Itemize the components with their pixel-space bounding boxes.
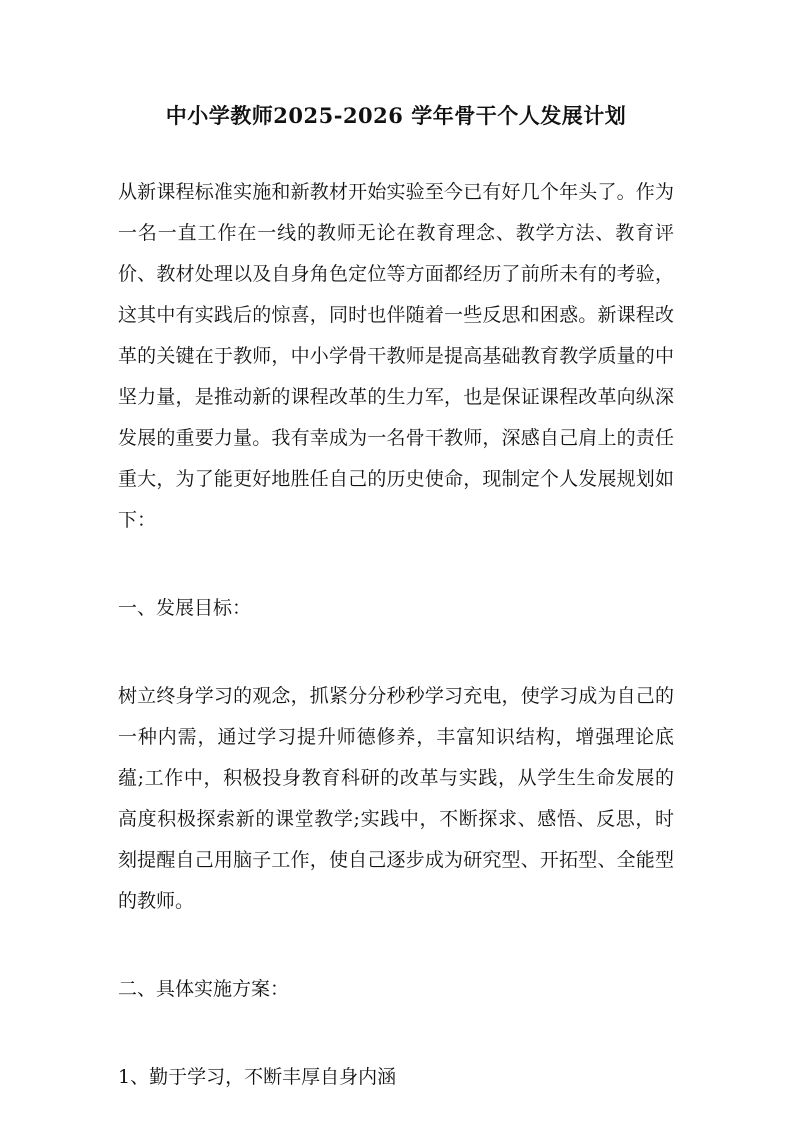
section-heading: 1、勤于学习，不断丰厚自身内涵 [118, 1066, 397, 1088]
section-heading: 一、发展目标： [118, 597, 252, 619]
section-heading: 二、具体实施方案： [118, 978, 290, 1000]
paragraph: 从新课程标准实施和新教材开始实验至今已有好几个年头了。作为一名一直工作在一线的教师无论在教育理念、教学方法、教育评价、教材处理以及自身角色定位等方面都经历了前所未有的考验，这其中有实践后的惊喜，同时也伴随着一些反思和困惑。新课程改革的关键在于教师，中小学骨干教师是提高基础教育教学质量的中坚力量，是推动新的课程改革的生力军，也是保证课程改革向纵深发展的重要力量。我有幸成为一名骨干教师，深感自己肩上的责任重大，为了能更好地胜任自己的历史使命，现制定个人发展规划如下： [118, 181, 674, 531]
document-title: 中小学教师2025-2026 学年骨干个人发展计划 [165, 103, 627, 128]
paragraph: 树立终身学习的观念，抓紧分分秒秒学习充电，使学习成为自己的一种内需，通过学习提升师德修养，丰富知识结构，增强理论底蕴;工作中，积极投身教育科研的改革与实践，从学生生命发展的高度积极探索新的课堂教学;实践中，不断探求、感悟、反思，时刻提醒自己用脑子工作，使自己逐步成为研究型、开拓型、全能型的教师。 [118, 685, 674, 912]
document-body [118, 172, 674, 1098]
